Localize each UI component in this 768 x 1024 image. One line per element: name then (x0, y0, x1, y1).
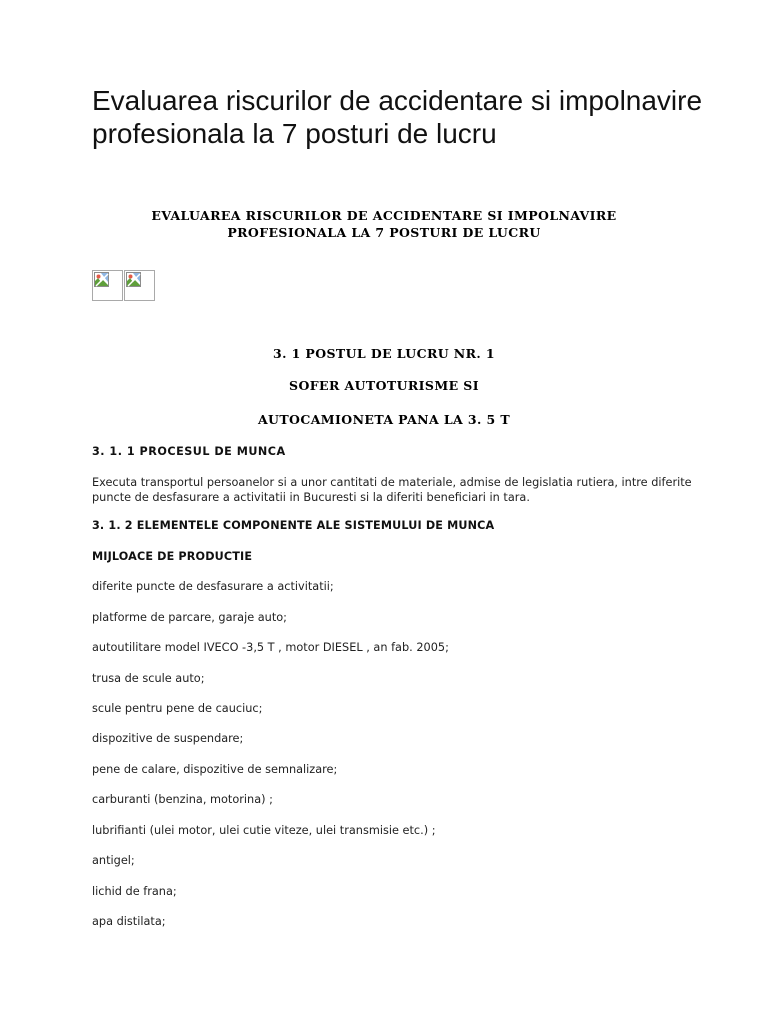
list-item: autoutilitare model IVECO -3,5 T , motor DIESEL , an fab. 2005; (92, 641, 449, 654)
list-item: carburanti (benzina, motorina) ; (92, 793, 273, 806)
section-2-heading: 3. 1. 2 ELEMENTELE COMPONENTE ALE SISTEMULUI DE MUNCA (92, 519, 495, 532)
main-heading-line-1: EVALUAREA RISCURILOR DE ACCIDENTARE SI IMPOLNAVIRE (151, 208, 617, 223)
list-item: scule pentru pene de cauciuc; (92, 702, 263, 715)
post-heading: 3. 1 POSTUL DE LUCRU NR. 1 (272, 346, 496, 361)
main-heading (92, 207, 676, 241)
section-1-heading: 3. 1. 1 PROCESUL DE MUNCA (92, 445, 286, 458)
list-item: platforme de parcare, garaje auto; (92, 611, 287, 624)
list-item: dispozitive de suspendare; (92, 732, 244, 745)
post-subtitle-1: SOFER AUTOTURISME SI (289, 378, 479, 393)
list-item: trusa de scule auto; (92, 672, 205, 685)
broken-image-icon (92, 270, 123, 301)
list-item: antigel; (92, 854, 135, 867)
list-item: lichid de frana; (92, 885, 177, 898)
list-item: lubrifianti (ulei motor, ulei cutie viteze, ulei transmisie etc.) ; (92, 824, 436, 837)
broken-image-icon (124, 270, 155, 301)
image-row (92, 270, 155, 301)
section-1-paragraph: Executa transportul persoanelor si a unor cantitati de materiale, admise de legislatia rutiera, intre diferite puncte de desfasurare a activitatii in Bucuresti si la diferiti beneficiari in tara. (92, 476, 692, 504)
list-item: apa distilata; (92, 915, 166, 928)
post-subtitle-2: AUTOCAMIONETA PANA LA 3. 5 T (257, 412, 511, 427)
list-item: pene de calare, dispozitive de semnalizare; (92, 763, 338, 776)
subsection-heading: MIJLOACE DE PRODUCTIE (92, 550, 253, 563)
list-item: diferite puncte de desfasurare a activitatii; (92, 580, 334, 593)
main-heading-line-2: PROFESIONALA LA 7 POSTURI DE LUCRU (227, 225, 541, 240)
document-title: Evaluarea riscurilor de accidentare si impolnavire profesionala la 7 posturi de lucru (92, 85, 703, 149)
